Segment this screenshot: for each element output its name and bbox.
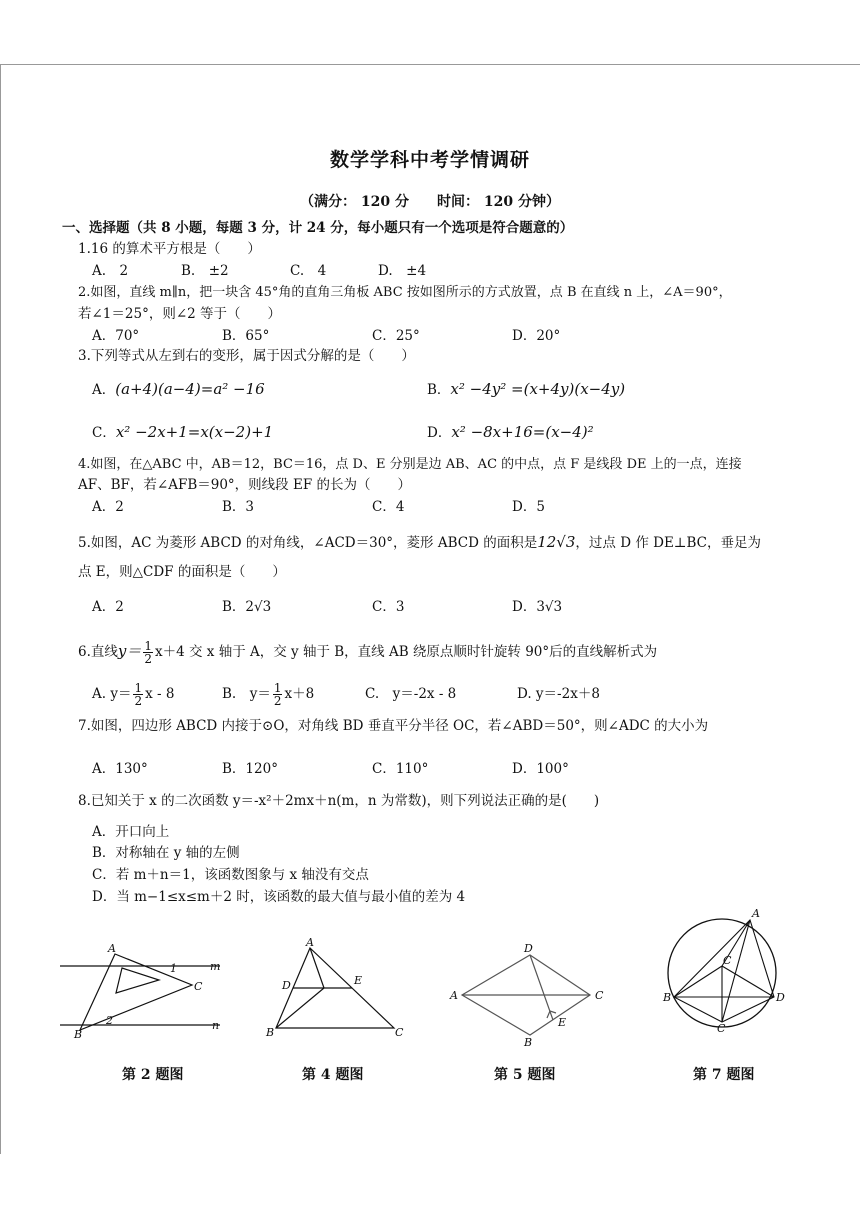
q6-option-a (92, 680, 174, 708)
q1-stem: 1.16 的算术平方根是（ ） (78, 241, 261, 257)
fraction-numerator: 1 (144, 639, 153, 653)
fraction-denominator: 2 (273, 694, 282, 708)
q4-option-b: B．3 (222, 499, 255, 515)
fig5-label-b: B (524, 1036, 533, 1049)
q6-option-a-rest: x - 8 (145, 686, 175, 702)
q5-option-a: A．2 (92, 599, 124, 615)
fig5-label-a: A (450, 989, 458, 1002)
q5-area-value: 12√3 (537, 533, 576, 551)
fig4-label-a: A (306, 936, 314, 949)
figure-q4-triangle-midline (262, 936, 412, 1040)
q7-stem: 7.如图，四边形 ABCD 内接于⊙O，对角线 BD 垂直平分半径 OC，若∠ABD＝50°，则∠ADC 的大小为 (78, 718, 709, 734)
fig7-label-d: D (776, 991, 785, 1004)
q7-option-c: C．110° (372, 761, 429, 777)
q4-stem-line2: AF、BF，若∠AFB＝90°，则线段 EF 的长为（ ） (78, 477, 411, 493)
fig2-line-m: m (210, 960, 221, 973)
figure-caption-q4: 第 4 题图 (302, 1067, 364, 1083)
q2-option-d: D．20° (512, 328, 561, 344)
q1-option-d: D. ±4 (378, 263, 427, 279)
fraction-denominator: 2 (134, 694, 143, 708)
fig4-label-b: B (266, 1026, 275, 1039)
q3-option-b (427, 380, 625, 399)
figure-q7-cyclic-quadrilateral (660, 908, 790, 1033)
q8-option-c: C．若 m＋n＝1，该函数图象与 x 轴没有交点 (92, 867, 369, 883)
q8-option-a: A．开口向上 (92, 824, 170, 840)
figure-q5-rhombus (445, 940, 620, 1050)
q1-option-b: B. ±2 (181, 263, 229, 279)
figure-caption-q2: 第 2 题图 (122, 1067, 184, 1083)
q2-stem-line1: 2.如图，直线 m∥n，把一块含 45°角的直角三角板 ABC 按如图所示的方式放置，点 B 在直线 n 上，∠A＝90°， (78, 285, 732, 300)
q2-stem-line2: 若∠1＝25°，则∠2 等于（ ） (78, 306, 282, 322)
q6-option-b-fraction (273, 682, 283, 707)
fig7-label-center: C (723, 954, 732, 967)
q5-stem-text-b: ，过点 D 作 DE⊥BC，垂足为 (575, 535, 761, 551)
fig4-label-e: E (354, 974, 363, 987)
q8-stem: 8.已知关于 x 的二次函数 y＝-x²＋2mx＋n(m，n 为常数)，则下列说法正确的是( ) (78, 793, 600, 809)
q3-option-d-expr: x² −8x+16=(x−4)² (451, 423, 594, 441)
fig5-label-e: E (558, 1016, 567, 1029)
q6-stem-y: y＝ (117, 642, 142, 660)
q6-option-b-rest: x＋8 (284, 686, 315, 702)
page-title: 数学学科中考学情调研 (329, 149, 530, 171)
q3-stem: 3.下列等式从左到右的变形，属于因式分解的是（ ） (78, 348, 415, 364)
q4-stem-line1: 4.如图，在△ABC 中，AB＝12，BC＝16，点 D、E 分别是边 AB、AC 的中点，点 F 是线段 DE 上的一点，连接 (78, 457, 742, 472)
q3-option-b-expr: x² −4y² =(x+4y)(x−4y) (450, 380, 626, 398)
fig7-label-c: C (717, 1022, 726, 1035)
fraction-denominator: 2 (144, 652, 153, 666)
q6-stem-b: x＋4 交 x 轴于 A，交 y 轴于 B，直线 AB 绕原点顺时针旋转 90°后的直线解析式为 (155, 644, 658, 660)
fraction-numerator: 1 (273, 681, 282, 695)
q6-option-a-label: A. y＝ (92, 686, 132, 702)
q3-option-c (92, 423, 273, 442)
q8-option-b: B．对称轴在 y 轴的左侧 (92, 845, 240, 861)
fig5-label-c: C (595, 989, 604, 1002)
q7-option-b: B．120° (222, 761, 278, 777)
figure-caption-q7: 第 7 题图 (693, 1067, 755, 1083)
fig2-label-b: B (74, 1028, 83, 1041)
fig7-label-b: B (663, 991, 672, 1004)
q4-option-a: A．2 (92, 499, 124, 515)
fig2-angle-1: 1 (170, 962, 177, 975)
q3-option-c-label: C． (92, 425, 116, 441)
fraction-numerator: 1 (134, 681, 143, 695)
fig2-label-c: C (194, 980, 203, 993)
q3-option-a (92, 380, 265, 399)
q3-option-b-label: B． (427, 382, 451, 398)
q4-option-d: D．5 (512, 499, 545, 515)
q6-fraction (143, 640, 153, 665)
q2-option-a: A．70° (92, 328, 140, 344)
q3-option-d-label: D． (427, 425, 452, 441)
q7-option-a: A．130° (92, 761, 148, 777)
q3-option-d (427, 423, 594, 442)
q5-option-b: B．2√3 (222, 599, 272, 615)
q5-stem-line2: 点 E，则△CDF 的面积是（ ） (78, 564, 286, 580)
exam-info: （满分： 120 分 时间： 120 分钟） (300, 194, 560, 210)
fig2-line-n: n (212, 1019, 220, 1032)
fig4-label-d: D (282, 979, 291, 992)
q5-option-d: D．3√3 (512, 599, 563, 615)
q5-stem-text-a: 5.如图，AC 为菱形 ABCD 的对角线，∠ACD＝30°，菱形 ABCD 的面积是 (78, 535, 538, 551)
fig2-label-a: A (108, 942, 116, 955)
q6-option-b-label: B. y＝ (222, 686, 271, 702)
q3-option-c-expr: x² −2x+1=x(x−2)+1 (115, 423, 274, 441)
q1-option-a: A. 2 (92, 263, 129, 279)
page-border-left (0, 64, 1, 1154)
page-border-top (0, 64, 860, 65)
q5-option-c: C．3 (372, 599, 405, 615)
q6-stem (78, 637, 657, 666)
q4-option-c: C．4 (372, 499, 405, 515)
fig7-label-a: A (752, 907, 760, 920)
q6-option-a-fraction (133, 682, 143, 707)
figure-q2-parallel-lines-triangle (60, 940, 230, 1040)
q6-stem-a: 6.直线 (78, 644, 118, 660)
q5-stem-line1 (78, 533, 761, 552)
fig4-label-c: C (395, 1026, 404, 1039)
q1-option-c: C. 4 (290, 263, 327, 279)
q7-option-d: D．100° (512, 761, 569, 777)
section-heading: 一、选择题（共 8 小题，每题 3 分，计 24 分，每小题只有一个选项是符合题意的） (62, 220, 574, 236)
q6-option-c: C. y＝-2x - 8 (365, 686, 457, 702)
fig5-label-d: D (524, 942, 533, 955)
q3-option-a-label: A． (92, 382, 116, 398)
q2-option-c: C．25° (372, 328, 420, 344)
q6-option-b (222, 680, 314, 708)
q6-option-d: D. y＝-2x＋8 (517, 686, 600, 702)
figure-caption-q5: 第 5 题图 (494, 1067, 556, 1083)
q8-option-d: D．当 m−1≤x≤m＋2 时，该函数的最大值与最小值的差为 4 (92, 889, 466, 905)
q2-option-b: B．65° (222, 328, 270, 344)
fig2-angle-2: 2 (106, 1014, 113, 1027)
q3-option-a-expr: (a+4)(a−4)=a² −16 (115, 380, 265, 398)
